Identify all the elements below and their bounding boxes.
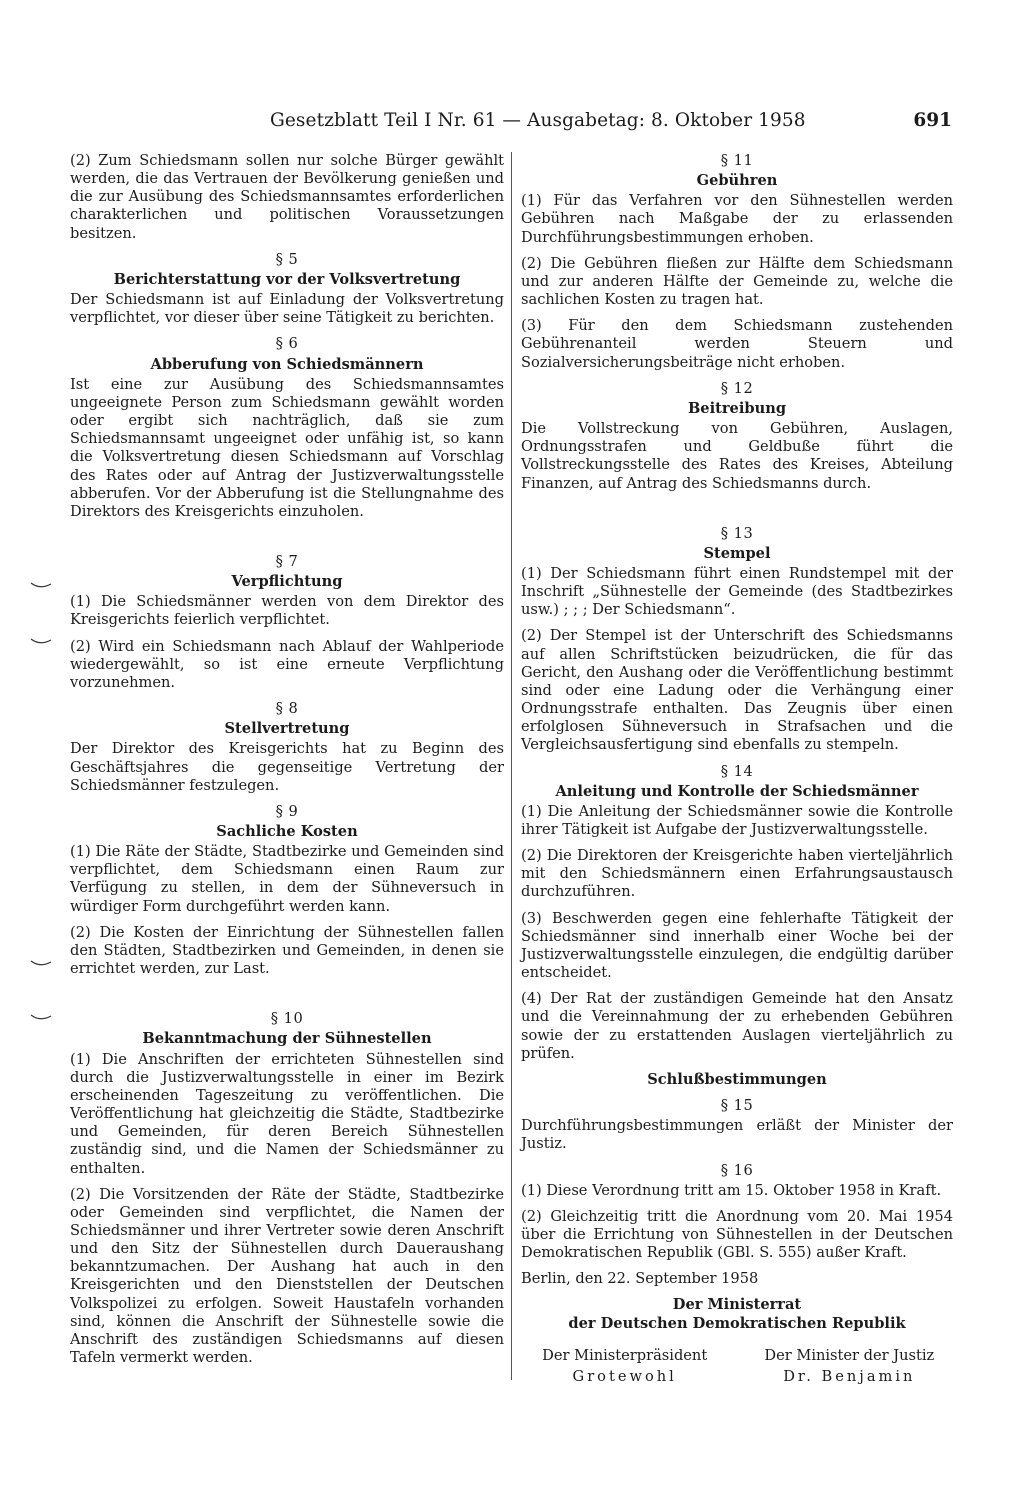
signature-name: Grotewohl: [572, 1368, 677, 1386]
margin-mark: [30, 1012, 52, 1022]
section-title: Sachliche Kosten: [216, 823, 358, 840]
section-number: § 6: [275, 335, 299, 353]
authority-line-2: der Deutschen Demokratischen Republik: [568, 1314, 906, 1332]
paragraph: (2) Die Kosten der Einrichtung der Sühnestellen fallen den Städten, Stadtbezirken und Gemeinden, in denen sie errichtet werden, zur Last.: [70, 923, 504, 978]
paragraph: (2) Zum Schiedsmann sollen nur solche Bürger gewählt werden, die das Vertrauen der Bevölkerung genießen und die zur Ausübung des Schiedsmannsamtes erforderlichen charakterlichen und politischen Voraussetzungen besitzen.: [70, 152, 504, 242]
final-provisions-title: Schlußbestimmungen: [647, 1070, 827, 1088]
paragraph: (2) Die Vorsitzenden der Räte der Städte, Stadtbezirke oder Gemeinden sind verpflichtet, die Namen der Schiedsmänner und ihrer Vertreter sowie deren Anschrift und den Sitz der Sühnestellen durch Daueraushang bekanntzumachen. Der Aushang hat auch in den Kreisgerichten und den Dienststellen der Deutschen Volkspolizei zu erfolgen. Soweit Haustafeln vorhanden sind, können die Anschrift der Sühnestelle sowie die Anschrift des zuständigen Schiedsmanns auf diesen Tafeln vermerkt werden.: [70, 1185, 504, 1367]
section-title: Berichterstattung vor der Volksvertretung: [113, 270, 461, 288]
section-title: Anleitung und Kontrolle der Schiedsmänner: [555, 782, 919, 800]
right-column: [521, 152, 953, 1387]
column-divider: [511, 152, 512, 1380]
section-number: § 13: [720, 524, 754, 542]
section-number: § 5: [275, 250, 299, 268]
section-number: § 11: [720, 152, 754, 169]
signature-role: Der Ministerpräsident: [542, 1347, 708, 1365]
section-number: § 16: [720, 1161, 754, 1179]
paragraph: (1) Die Anleitung der Schiedsmänner sowie die Kontrolle ihrer Tätigkeit ist Aufgabe der Justizverwaltungsstelle.: [521, 802, 953, 838]
section-title: Gebühren: [696, 172, 778, 190]
paragraph: (2) Die Direktoren der Kreisgerichte haben vierteljährlich mit den Schiedsmännern einen Erfahrungsaustausch durchzuführen.: [521, 847, 953, 901]
paragraph: Durchführungsbestimmungen erläßt der Minister der Justiz.: [521, 1117, 953, 1153]
paragraph: (2) Gleichzeitig tritt die Anordnung vom 20. Mai 1954 über die Errichtung von Sühnestellen in der Deutschen Demokratischen Republik (GBl. S. 555) außer Kraft.: [521, 1207, 953, 1262]
section-title: Beitreibung: [687, 399, 787, 417]
paragraph: Der Schiedsmann ist auf Einladung der Volksvertretung verpflichtet, vor dieser über seine Tätigkeit zu berichten.: [70, 291, 504, 327]
signature-name: Dr. Benjamin: [783, 1368, 916, 1386]
section-title: Stempel: [703, 544, 771, 562]
section-title: Stellvertretung: [224, 720, 350, 738]
header-title: Gesetzblatt Teil I Nr. 61 — Ausgabetag: 8. Oktober 1958: [270, 110, 806, 131]
paragraph: (1) Die Schiedsmänner werden von dem Direktor des Kreisgerichts feierlich verpflichtet.: [70, 593, 504, 629]
margin-mark: [30, 958, 52, 968]
signature-block-prime-minister: [521, 1345, 728, 1387]
section-title: Bekanntmachung der Sühnestellen: [142, 1030, 432, 1048]
paragraph: Die Vollstreckung von Gebühren, Auslagen, Ordnungsstrafen und Geldbuße führt die Vollstreckungsstelle des Rates des Kreises, Abteilung Finanzen, auf Antrag des Schiedsmanns durch.: [521, 420, 953, 492]
section-title: Verpflichtung: [231, 573, 343, 591]
paragraph: (1) Die Räte der Städte, Stadtbezirke und Gemeinden sind verpflichtet, dem Schiedsmann einen Raum zur Verfügung zu stellen, in dem der Sühneversuch in würdiger Form durchgeführt werden kann.: [70, 843, 504, 915]
paragraph: (1) Der Schiedsmann führt einen Rundstempel mit der Inschrift „Sühnestelle der Gemeinde (des Stadtbezirkes usw.) ; ; ; Der Schiedsmann“.: [521, 564, 953, 619]
section-number: § 7: [275, 552, 299, 570]
page-number: 691: [913, 110, 952, 131]
section-title: Abberufung von Schiedsmännern: [150, 355, 424, 373]
place-date: Berlin, den 22. September 1958: [521, 1270, 759, 1288]
paragraph: (2) Der Stempel ist der Unterschrift des Schiedsmanns auf allen Schriftstücken beizudrücken, die für das Gericht, den Aushang oder die Veröffentlichung bestimmt sind oder eine Ladung oder die Verhängung einer Ordnungsstrafe enthalten. Das Zeugnis über einen erfolglosen Sühneversuch in Strafsachen und die Vergleichsausfertigung sind ebenfalls zu stempeln.: [521, 627, 953, 754]
section-number: § 10: [270, 1010, 304, 1028]
authority-line-1: Der Ministerrat: [672, 1296, 802, 1314]
paragraph: (1) Für das Verfahren vor den Sühnestellen werden Gebühren nach Maßgabe der zu erlassenden Durchführungsbestimmungen erhoben.: [521, 192, 953, 246]
section-number: § 15: [720, 1097, 754, 1115]
margin-mark: [30, 580, 52, 590]
paragraph: (1) Die Anschriften der errichteten Sühnestellen sind durch die Justizverwaltungsstelle in einer im Bezirk erscheinenden Tageszeitung zu veröffentlichen. Die Veröffentlichung hat gleichzeitig die Städte, Stadtbezirke und Gemeinden, für deren Bereich Sühnestellen zuständig sind, und die Namen der Schiedsmänner zu enthalten.: [70, 1050, 504, 1177]
paragraph: (3) Beschwerden gegen eine fehlerhafte Tätigkeit der Schiedsmänner sind innerhalb einer Woche bei der Justizverwaltungsstelle einzulegen, die endgültig darüber entscheidet.: [521, 909, 953, 982]
section-number: § 9: [275, 802, 299, 820]
paragraph: (3) Für den dem Schiedsmann zustehenden Gebührenanteil werden Steuern und Sozialversicherungsbeiträge nicht erhoben.: [521, 317, 953, 371]
issuing-authority: [521, 1296, 953, 1333]
section-number: § 14: [720, 762, 754, 780]
signatures: [521, 1345, 953, 1387]
page-header: [70, 110, 952, 136]
section-number: § 8: [275, 700, 299, 718]
paragraph: Der Direktor des Kreisgerichts hat zu Beginn des Geschäftsjahres die gegenseitige Vertretung der Schiedsmänner festzulegen.: [70, 740, 504, 794]
signature-role: Der Minister der Justiz: [764, 1347, 935, 1365]
signature-block-justice-minister: [746, 1345, 953, 1387]
section-number: § 12: [720, 379, 754, 397]
margin-mark: [30, 636, 52, 646]
paragraph: (1) Diese Verordnung tritt am 15. Oktober 1958 in Kraft.: [521, 1181, 942, 1199]
paragraph: (4) Der Rat der zuständigen Gemeinde hat den Ansatz und die Vereinnahmung der zu erhebenden Gebühren sowie der zu erstattenden Auslagen vierteljährlich zu prüfen.: [521, 990, 953, 1062]
paragraph: Ist eine zur Ausübung des Schiedsmannsamtes ungeeignete Person zum Schiedsmann gewählt worden oder ergibt sich nachträglich, daß sie zum Schiedsmannsamt ungeeignet oder unfähig ist, so kann die Volksvertretung diesen Schiedsmann auf Vorschlag des Rates oder auf Antrag der Justizverwaltungsstelle abberufen. Vor der Abberufung ist die Stellungnahme des Direktors des Kreisgerichts einzuholen.: [70, 375, 504, 520]
paragraph: (2) Wird ein Schiedsmann nach Ablauf der Wahlperiode wiedergewählt, so ist eine erneute Verpflichtung vorzunehmen.: [70, 637, 504, 691]
paragraph: (2) Die Gebühren fließen zur Hälfte dem Schiedsmann und zur anderen Hälfte der Gemeinde zu, welche die sachlichen Kosten zu tragen hat.: [521, 254, 953, 309]
left-column: [70, 152, 504, 1375]
